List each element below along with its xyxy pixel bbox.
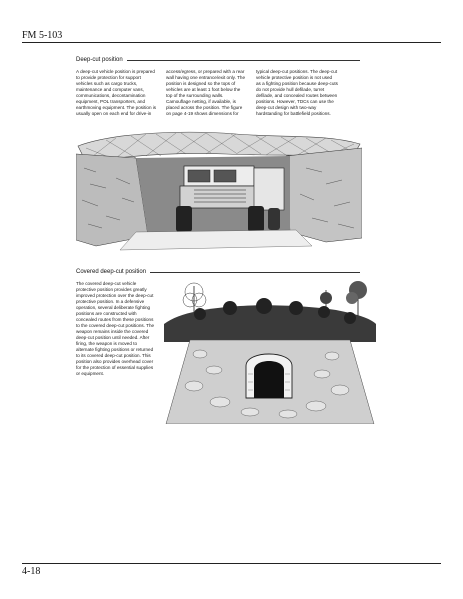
heading-rule	[127, 60, 360, 61]
text-column-1	[76, 69, 158, 117]
text-column-3	[256, 69, 338, 117]
section-heading-text: Deep-cut position	[76, 57, 123, 63]
heading-rule	[150, 272, 360, 273]
page-number: 4-18	[22, 566, 41, 577]
section-heading-text: Covered deep-cut position	[76, 269, 147, 275]
deep-cut-position-illustration	[76, 128, 362, 253]
text-column-2	[166, 69, 246, 117]
section-heading-covered-deep-cut	[76, 269, 360, 275]
text-column-covered	[76, 281, 156, 377]
paragraph: typical deep-cut positions. The deep-cut vehicle protective position is not used as a fighting position because deep-cuts do not provide hull defilade, turret defilade, and concealed routes between positions. However, TDCs can use the deep-cut design with two-way hardstanding for battlefield positions.	[256, 69, 338, 116]
section-heading-deep-cut	[76, 57, 360, 63]
footer-rule	[22, 563, 441, 564]
paragraph: A deep-cut vehicle position is prepared to provide protection for support vehicles such as cargo trucks, maintenance and computer vans, communications, decontamination equipment, POL transporters, and earthmoving equipment. The position is usually open on each end for drive-in	[76, 69, 157, 116]
paragraph: access/egress, or prepared with a rear wall having one entrance/exit only. The position is designed so the tops of vehicles are at least 1 foot below the top of the surrounding walls. Camouflage netting, if available, is placed across the position. The figure on page 4-19 shows dimensions for	[166, 69, 245, 116]
header-rule	[22, 42, 441, 43]
covered-deep-cut-illustration	[160, 278, 378, 424]
manual-id: FM 5-103	[22, 30, 63, 41]
paragraph: The covered deep-cut vehicle protective position provides greatly improved protection over the deep-cut protective position. In a defensive operation, several deliberate fighting positions are constructed with concealed routes from these positions to the covered deep-cut positions. The weapon remains inside the covered deep-cut position until needed. After firing, the weapon is moved to alternate fighting positions or returned to its covered deep-cut position. This position also provides overhead cover for the protection of essential supplies or equipment.	[76, 281, 155, 376]
